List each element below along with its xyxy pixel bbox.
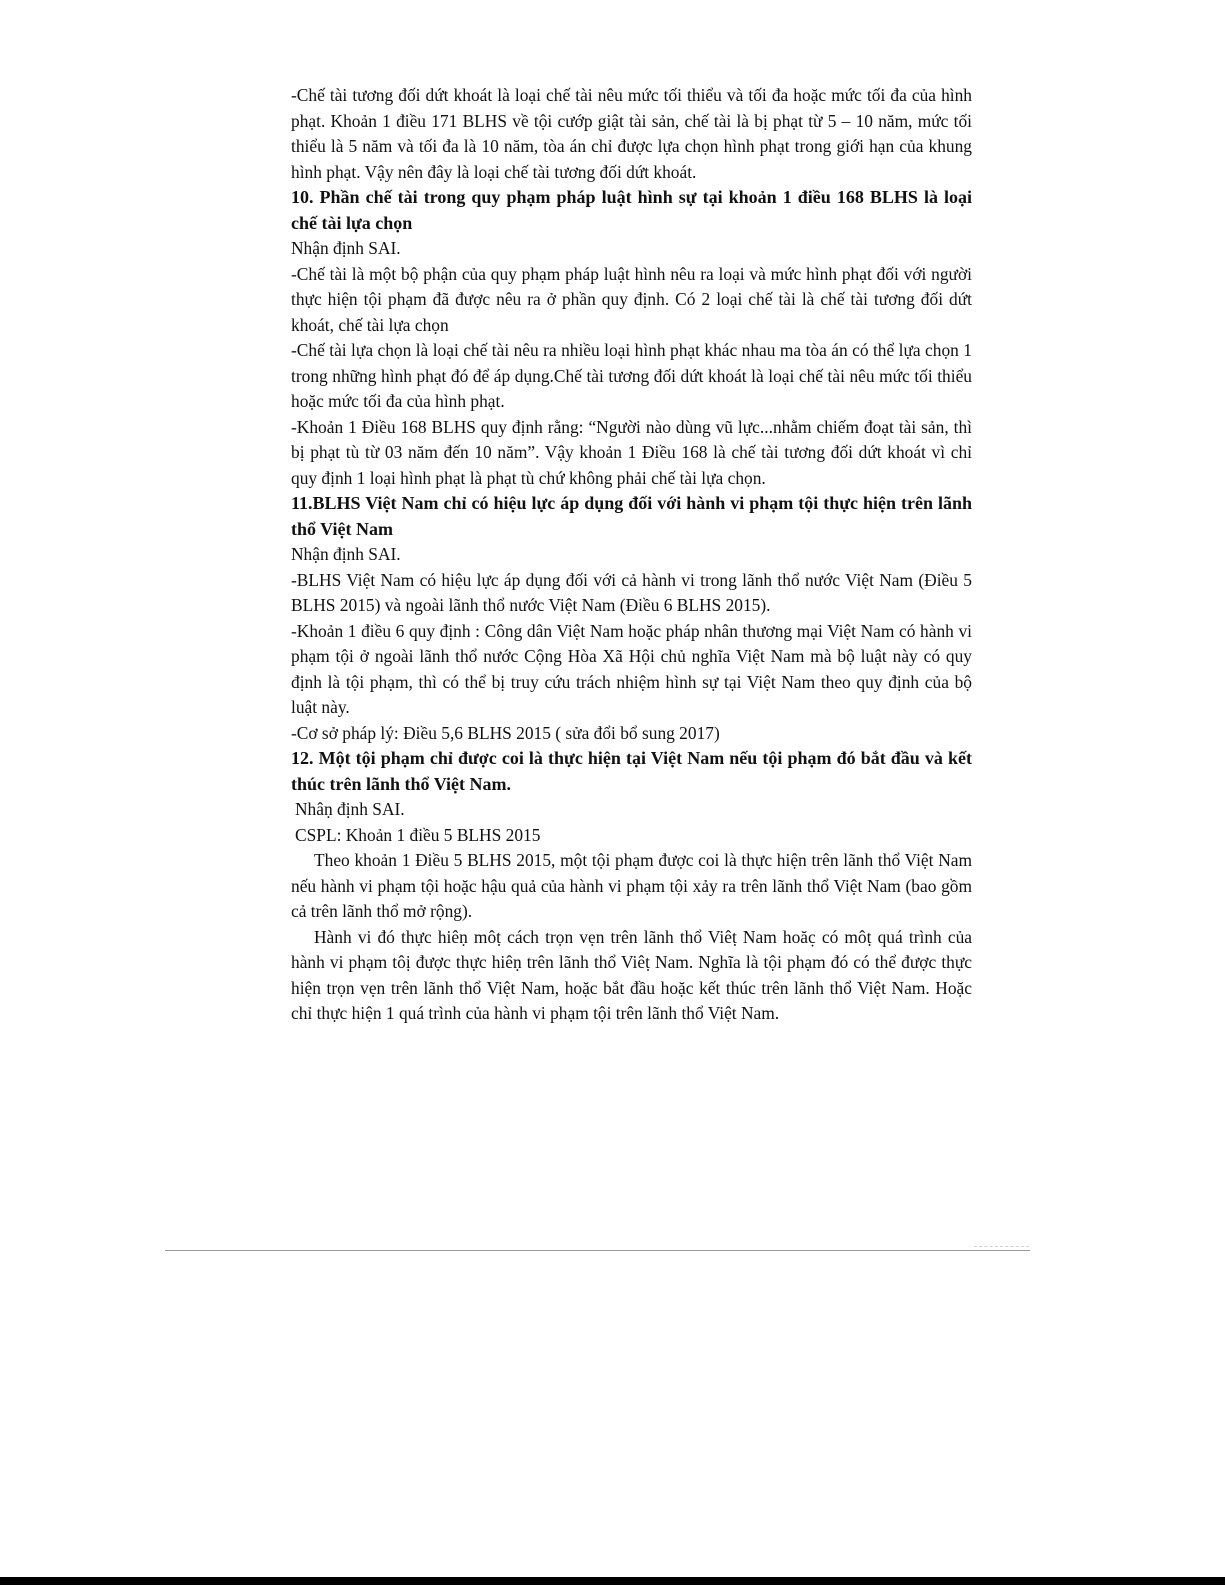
question-11-heading: 11.BLHS Việt Nam chỉ có hiệu lực áp dụng đối với hành vi phạm tội thực hiện trên lãnh thổ Việt Nam (291, 493, 972, 539)
question-12-heading: 12. Một tội phạm chỉ được coi là thực hiện tại Việt Nam nếu tội phạm đó bắt đầu và kết thúc trên lãnh thổ Việt Nam. (291, 748, 972, 794)
paragraph-article-168: -Khoản 1 Điều 168 BLHS quy định rằng: “Người nào dùng vũ lực...nhằm chiếm đoạt tài sản, thì bị phạt tù từ 03 năm đến 10 năm”. Vậy khoản 1 Điều 168 là chế tài tương đối dứt khoát vì chỉ quy định 1 loại hình phạt là phạt tù chứ không phải chế tài lựa chọn. (291, 416, 972, 488)
paragraph-relative-sanction: -Chế tài tương đối dứt khoát là loại chế tài nêu mức tối thiểu và tối đa hoặc mức tối đa của hình phạt. Khoản 1 điều 171 BLHS về tội cướp giật tài sản, chế tài là bị phạt từ 5 – 10 năm, mức tối thiểu là 5 năm và tối đa là 10 năm, tòa án chỉ được lựa chọn hình phạt trong giới hạn của khung hình phạt. Vậy nên đây là loại chế tài tương đối dứt khoát. (291, 85, 972, 182)
question-12-legal-basis: CSPL: Khoản 1 điều 5 BLHS 2015 (295, 824, 541, 845)
question-12-verdict: Nhâṇ định SAI. (295, 799, 405, 819)
question-11-verdict: Nhận định SAI. (291, 544, 401, 564)
footer-mark (974, 1246, 1029, 1247)
paragraph-conclusion: Hành vi đó thực hiêṇ môṭ cách trọn vẹn trên lãnh thổ Viêṭ Nam hoăc̣ có môṭ quá trình của hành vi phạm tôị được thực hiêṇ trên lãnh thổ Viêṭ Nam. Nghĩa là tội phạm đó có thể được thực hiện trọn vẹn trên lãnh thổ Việt Nam, hoặc bắt đầu hoặc kết thúc trên lãnh thổ Việt Nam. Hoặc chỉ thực hiện 1 quá trình của hành vi phạm tội trên lãnh thổ Việt Nam. (291, 926, 972, 1023)
paragraph-article-5: Theo khoản 1 Điều 5 BLHS 2015, một tội phạm được coi là thực hiện trên lãnh thổ Việt Nam nếu hành vi phạm tội hoặc hậu quả của hành vi phạm tội xảy ra trên lãnh thổ Việt Nam (bao gồm cả trên lãnh thổ mở rộng). (291, 850, 972, 921)
bottom-edge-bar (0, 1577, 1225, 1585)
paragraph-selective-sanction: -Chế tài lựa chọn là loại chế tài nêu ra nhiều loại hình phạt khác nhau ma tòa án có thể lựa chọn 1 trong những hình phạt đó để áp dụng.Chế tài tương đối dứt khoát là loại chế tài nêu mức tối thiểu hoặc mức tối đa của hình phạt. (291, 340, 972, 411)
paragraph-article-6: -Khoản 1 điều 6 quy định : Công dân Việt Nam hoặc pháp nhân thương mại Việt Nam có hành vi phạm tội ở ngoài lãnh thổ nước Cộng Hòa Xã Hội chủ nghĩa Việt Nam mà bộ luật này có quy định là tội phạm, thì có thể bị truy cứu trách nhiệm hình sự tại Việt Nam theo quy định của bộ luật này. (291, 620, 972, 717)
question-10-verdict: Nhận định SAI. (291, 238, 401, 258)
footer-divider (165, 1250, 1030, 1251)
paragraph-blhs-scope: -BLHS Việt Nam có hiệu lực áp dụng đối với cả hành vi trong lãnh thổ nước Việt Nam (Điều 5 BLHS 2015) và ngoài lãnh thổ nước Việt Nam (Điều 6 BLHS 2015). (291, 569, 972, 615)
document-body (291, 83, 972, 1027)
paragraph-sanction-definition: -Chế tài là một bộ phận của quy phạm pháp luật hình nêu ra loại và mức hình phạt đối với người thực hiện tội phạm đã được nêu ra ở phần quy định. Có 2 loại chế tài là chế tài tương đối dứt khoát, chế tài lựa chọn (291, 263, 972, 335)
paragraph-legal-basis: -Cơ sở pháp lý: Điều 5,6 BLHS 2015 ( sửa đổi bổ sung 2017) (291, 722, 720, 743)
question-10-heading: 10. Phần chế tài trong quy phạm pháp luật hình sự tại khoản 1 điều 168 BLHS là loại chế tài lựa chọn (291, 187, 972, 233)
